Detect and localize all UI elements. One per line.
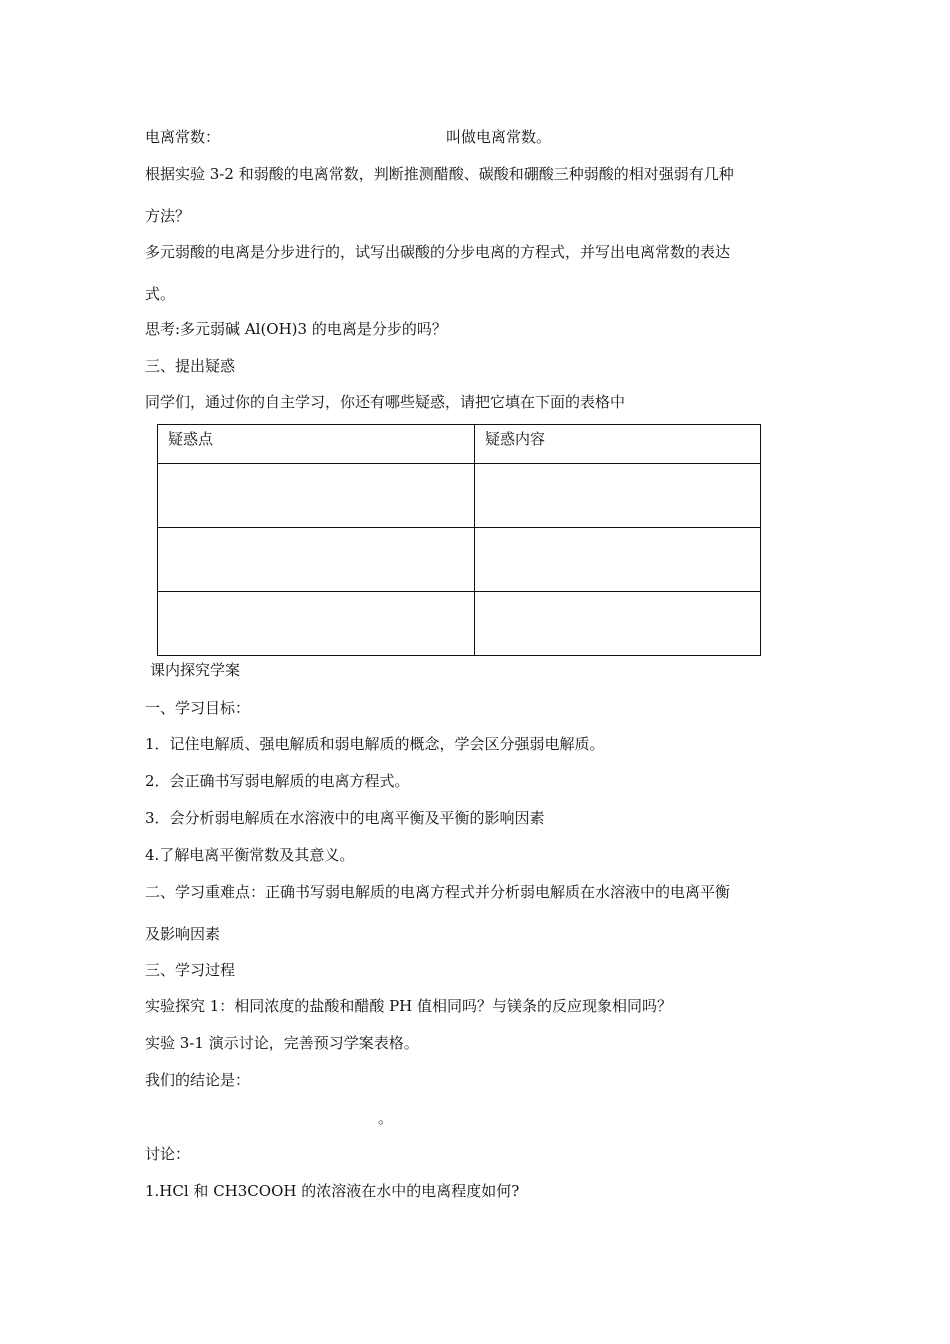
table-header-cell: 疑惑点	[158, 425, 475, 464]
table-row	[158, 464, 761, 528]
paragraph-line: 我们的结论是：	[145, 1071, 251, 1089]
ionization-constant-suffix: 叫做电离常数。	[446, 128, 552, 146]
table-cell[interactable]	[475, 464, 761, 528]
section-heading: 讨论：	[145, 1145, 191, 1163]
paragraph-line: 多元弱酸的电离是分步进行的，试写出碳酸的分步电离的方程式，并写出电离常数的表达	[145, 243, 731, 261]
paragraph-line: 式。	[145, 285, 176, 303]
table-header-cell: 疑惑内容	[475, 425, 761, 464]
paragraph-line: 根据实验 3-2 和弱酸的电离常数，判断推测醋酸、碳酸和硼酸三种弱酸的相对强弱有几种	[145, 165, 734, 183]
table-header-row	[158, 425, 761, 464]
table-cell[interactable]	[475, 592, 761, 656]
ionization-constant-label: 电离常数：	[145, 128, 221, 146]
paragraph-line: 同学们，通过你的自主学习，你还有哪些疑惑，请把它填在下面的表格中	[145, 393, 626, 411]
section-heading: 一、学习目标：	[145, 699, 251, 717]
list-item: 3．会分析弱电解质在水溶液中的电离平衡及平衡的影响因素	[145, 809, 545, 827]
paragraph-line: 及影响因素	[145, 925, 221, 943]
section-heading: 三、提出疑惑	[145, 357, 236, 375]
answer-blank-period: 。	[378, 1109, 394, 1127]
paragraph-line: 方法？	[145, 207, 191, 225]
paragraph-line: 实验探究 1：相同浓度的盐酸和醋酸 PH 值相同吗？与镁条的反应现象相同吗？	[145, 997, 673, 1015]
ionization-constant-line	[145, 127, 551, 147]
list-item: 2．会正确书写弱电解质的电离方程式。	[145, 772, 410, 790]
table-cell[interactable]	[158, 528, 475, 592]
table-cell[interactable]	[158, 464, 475, 528]
section-heading: 二、学习重难点：正确书写弱电解质的电离方程式并分析弱电解质在水溶液中的电离平衡	[145, 883, 731, 901]
paragraph-line: 实验 3-1 演示讨论，完善预习学案表格。	[145, 1034, 419, 1052]
paragraph-line: 思考:多元弱碱 Al(OH)3 的电离是分步的吗？	[145, 320, 447, 338]
section-heading: 三、学习过程	[145, 961, 236, 979]
list-item: 4.了解电离平衡常数及其意义。	[145, 846, 355, 864]
table-row	[158, 528, 761, 592]
table-cell[interactable]	[158, 592, 475, 656]
doubts-table	[157, 424, 761, 656]
list-item: 1.HCl 和 CH3COOH 的浓溶液在水中的电离程度如何?	[145, 1182, 520, 1200]
list-item: 1．记住电解质、强电解质和弱电解质的概念，学会区分强弱电解质。	[145, 735, 605, 753]
table-row	[158, 592, 761, 656]
section-title: 课内探究学案	[150, 661, 241, 679]
table-cell[interactable]	[475, 528, 761, 592]
